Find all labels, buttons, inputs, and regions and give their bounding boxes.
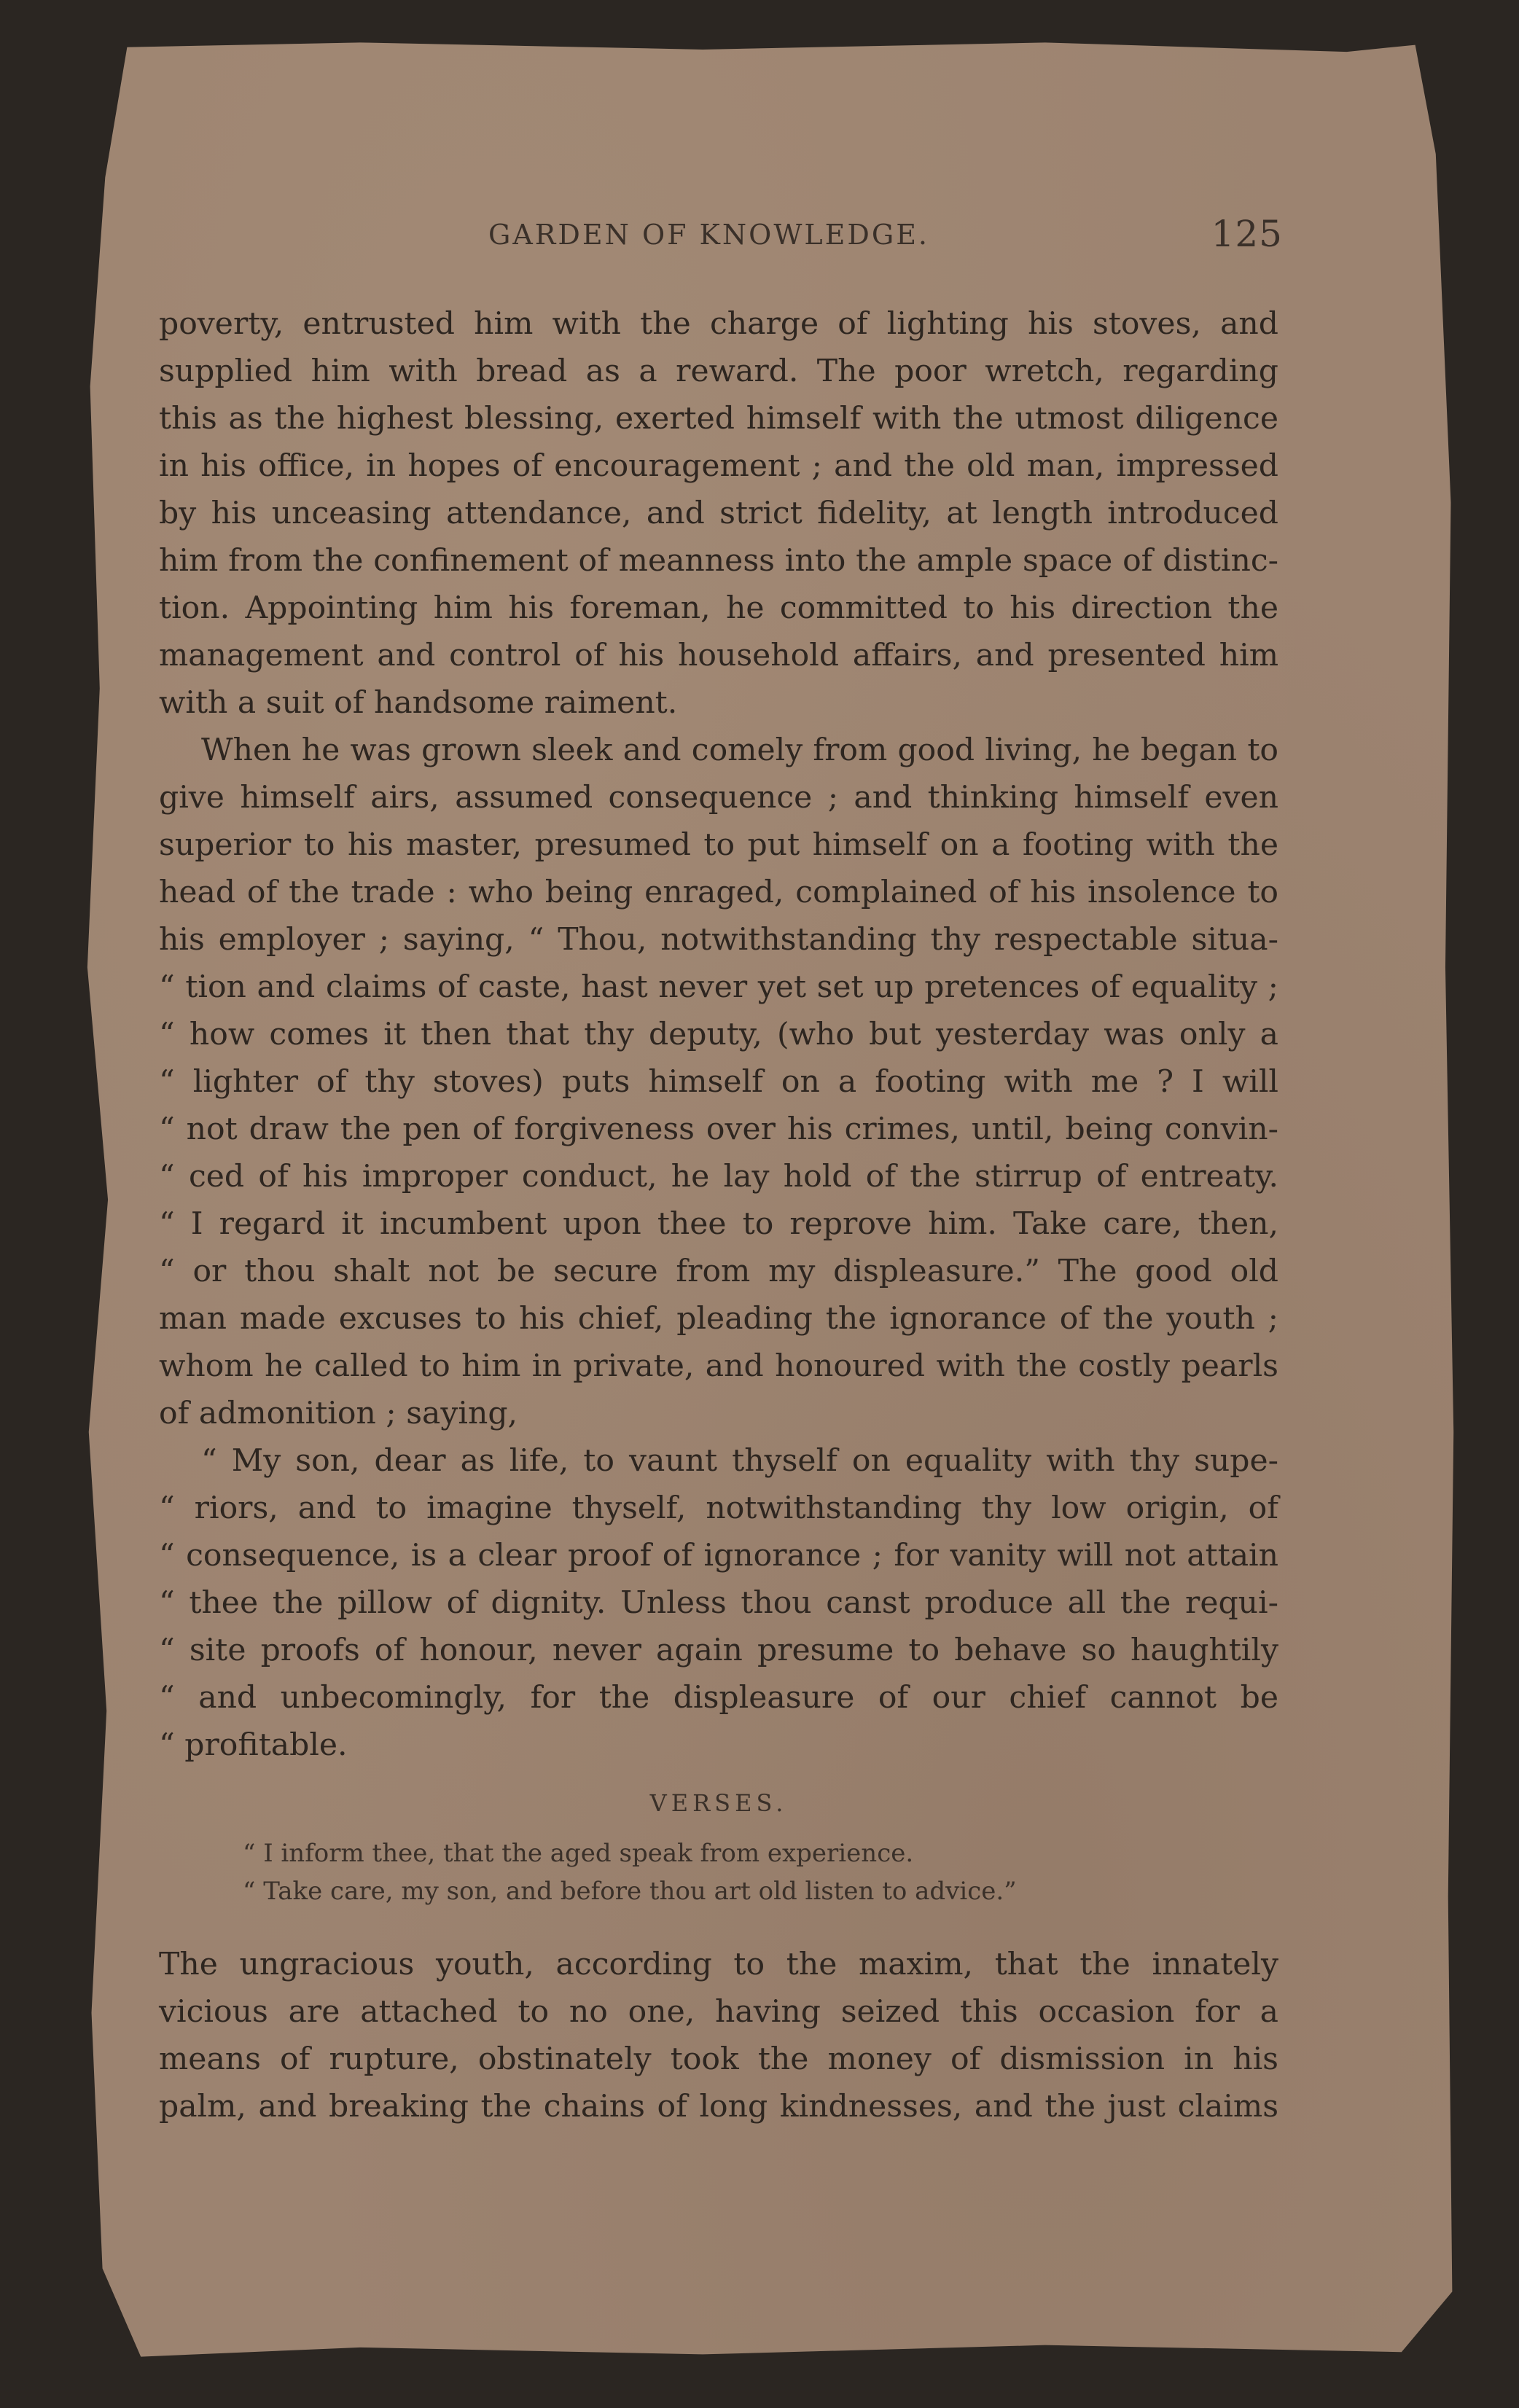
text-line: in his office, in hopes of encouragement ; and the old man, impressed — [159, 448, 1278, 484]
text-line: “ lighter of thy stoves) puts himself on a footing with me ? I will — [159, 1064, 1278, 1100]
text-line: means of rupture, obstinately took the money of dismission in his — [159, 2041, 1278, 2077]
verse-line: “ Take care, my son, and before thou art old listen to advice.” — [243, 1877, 1017, 1906]
verse-line: “ I inform thee, that the aged speak from experience. — [243, 1839, 914, 1868]
text-line: of admonition ; saying, — [159, 1396, 518, 1431]
text-line: “ thee the pillow of dignity. Unless thou canst produce all the requi- — [159, 1585, 1278, 1621]
text-line: whom he called to him in private, and honoured with the costly pearls — [159, 1348, 1278, 1384]
text-line: “ how comes it then that thy deputy, (who but yesterday was only a — [159, 1017, 1278, 1052]
spacer — [159, 1910, 1278, 1941]
paragraph — [159, 300, 1278, 727]
verses-heading: VERSES. — [649, 1789, 788, 1817]
text-line: poverty, entrusted him with the charge of lighting his stoves, and — [159, 306, 1278, 342]
verse-block — [159, 1834, 1278, 1910]
text-line: him from the confinement of meanness into the ample space of distinc- — [159, 543, 1278, 579]
text-line: “ or thou shalt not be secure from my displeasure.” The good old — [159, 1254, 1278, 1289]
text-line: man made excuses to his chief, pleading the ignorance of the youth ; — [159, 1301, 1278, 1337]
text-line: tion. Appointing him his foreman, he committed to his direction the — [159, 590, 1278, 626]
text-line: head of the trade : who being enraged, complained of his insolence to — [159, 875, 1278, 910]
text-line: “ ced of his improper conduct, he lay hold of the stirrup of entreaty. — [159, 1159, 1278, 1195]
text-line: his employer ; saying, “ Thou, notwithstanding thy respectable situa- — [159, 922, 1278, 958]
text-line: management and control of his household affairs, and presented him — [159, 638, 1278, 673]
page-body — [159, 300, 1278, 2130]
text-line: “ profitable. — [159, 1727, 348, 1763]
text-line: give himself airs, assumed consequence ; and thinking himself even — [159, 780, 1278, 816]
paragraph — [159, 727, 1278, 1437]
text-line: vicious are attached to no one, having seized this occasion for a — [159, 1994, 1278, 2030]
text-line: palm, and breaking the chains of long kindnesses, and the just claims — [159, 2089, 1278, 2124]
text-line: superior to his master, presumed to put himself on a footing with the — [159, 827, 1278, 863]
text-line: this as the highest blessing, exerted himself with the utmost diligence — [159, 401, 1278, 437]
running-title: GARDEN OF KNOWLEDGE. — [488, 219, 930, 251]
paragraph — [159, 1437, 1278, 1769]
page-number: 125 — [1211, 213, 1283, 255]
text-line: by his unceasing attendance, and strict fidelity, at length introduced — [159, 496, 1278, 531]
text-line: “ and unbecomingly, for the displeasure of our chief cannot be — [159, 1680, 1278, 1716]
text-line: “ not draw the pen of forgiveness over his crimes, until, being convin- — [159, 1111, 1278, 1147]
text-line: “ I regard it incumbent upon thee to reprove him. Take care, then, — [159, 1206, 1278, 1242]
text-line: “ site proofs of honour, never again presume to behave so haughtily — [159, 1633, 1278, 1668]
paragraph — [159, 1941, 1278, 2130]
text-line: with a suit of handsome raiment. — [159, 685, 678, 721]
text-line: “ consequence, is a clear proof of ignorance ; for vanity will not attain — [159, 1538, 1278, 1574]
text-line: “ riors, and to imagine thyself, notwithstanding thy low origin, of — [159, 1490, 1278, 1526]
text-line: “ tion and claims of caste, hast never yet set up pretences of equality ; — [159, 969, 1278, 1005]
text-line: supplied him with bread as a reward. The poor wretch, regarding — [159, 353, 1278, 389]
text-line: “ My son, dear as life, to vaunt thyself on equality with thy supe- — [201, 1443, 1278, 1479]
text-line: The ungracious youth, according to the maxim, that the innately — [159, 1947, 1278, 1982]
text-line: When he was grown sleek and comely from good living, he began to — [201, 732, 1278, 768]
